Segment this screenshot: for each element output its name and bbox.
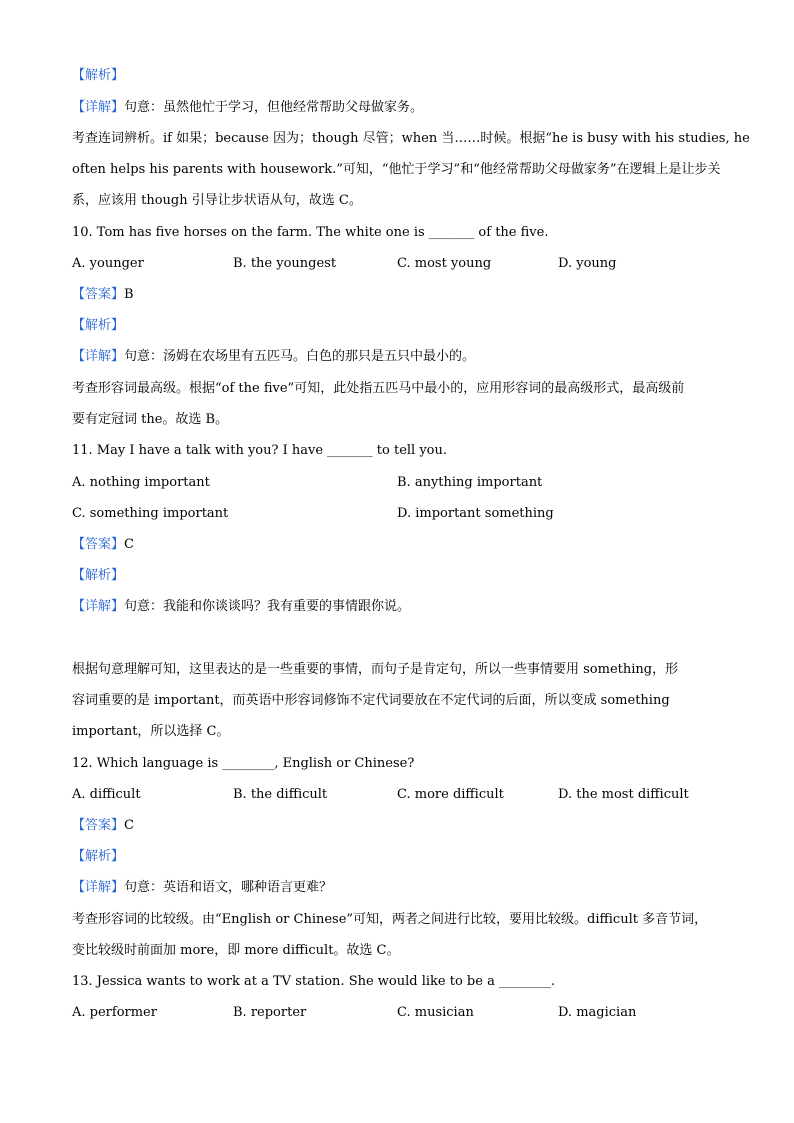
explanation-line: 系，应该用 though 引导让步状语从句，故选 C。 <box>72 193 362 208</box>
option-b: B. the difficult <box>233 787 328 802</box>
detail-heading: 【详解】 <box>72 880 125 895</box>
option-d: D. magician <box>558 1005 637 1020</box>
detail-text: 句意：英语和语文，哪种语言更难？ <box>124 880 333 895</box>
detail-text: 句意：虽然他忙于学习，但他经常帮助父母做家务。 <box>124 100 424 115</box>
explanation-line: 要有定冠词 the。故选 B。 <box>72 412 229 427</box>
option-d: D. young <box>558 256 617 271</box>
detail-line <box>72 349 475 365</box>
question-stem: 13. Jessica wants to work at a TV station. She would like to be a ________. <box>72 974 556 989</box>
explanation-line: 变比较级时前面加 more，即 more difficult。故选 C。 <box>72 943 400 958</box>
option-a: A. difficult <box>72 787 141 802</box>
detail-line <box>72 599 410 615</box>
explanation-line: 容词重要的是 important，而英语中形容词修饰不定代词要放在不定代词的后面，所以变成 something <box>72 693 670 708</box>
answer-value: B <box>124 287 134 302</box>
answer-heading: 【答案】 <box>72 287 125 302</box>
answer-heading: 【答案】 <box>72 818 125 833</box>
option-c: C. something important <box>72 506 229 521</box>
explanation-line: 考查连词辨析。if 如果；because 因为；though 尽管；when 当……时候。根据“he is busy with his studies, he <box>72 131 750 146</box>
explanation-line: important，所以选择 C。 <box>72 724 230 739</box>
analysis-heading: 【解析】 <box>72 849 125 864</box>
analysis-heading: 【解析】 <box>72 568 125 583</box>
answer-line <box>72 818 134 834</box>
question-stem: 11. May I have a talk with you? I have _______ to tell you. <box>72 443 448 458</box>
option-b: B. anything important <box>397 475 543 490</box>
detail-line <box>72 100 423 116</box>
detail-heading: 【详解】 <box>72 100 125 115</box>
option-b: B. reporter <box>233 1005 307 1020</box>
option-a: A. nothing important <box>72 475 210 490</box>
question-stem: 10. Tom has five horses on the farm. The white one is _______ of the five. <box>72 225 549 240</box>
answer-value: C <box>124 818 134 833</box>
option-c: C. more difficult <box>397 787 504 802</box>
analysis-heading: 【解析】 <box>72 318 125 333</box>
explanation-line: 考查形容词最高级。根据“of the five”可知，此处指五匹马中最小的，应用形容词的最高级形式，最高级前 <box>72 381 685 396</box>
question-stem: 12. Which language is ________, English or Chinese? <box>72 756 415 771</box>
option-c: C. musician <box>397 1005 474 1020</box>
explanation-line: 根据句意理解可知，这里表达的是一些重要的事情，而句子是肯定句，所以一些事情要用 something，形 <box>72 662 679 677</box>
detail-text: 句意：我能和你谈谈吗？我有重要的事情跟你说。 <box>124 599 411 614</box>
detail-heading: 【详解】 <box>72 349 125 364</box>
option-d: D. important something <box>397 506 554 521</box>
explanation-line: often helps his parents with housework.”可知，“他忙于学习”和“他经常帮助父母做家务”在逻辑上是让步关 <box>72 162 721 177</box>
option-a: A. younger <box>72 256 144 271</box>
answer-value: C <box>124 537 134 552</box>
option-d: D. the most difficult <box>558 787 689 802</box>
option-a: A. performer <box>72 1005 157 1020</box>
explanation-line: 考查形容词的比较级。由“English or Chinese”可知，两者之间进行比较，要用比较级。difficult 多音节词， <box>72 912 708 927</box>
option-c: C. most young <box>397 256 492 271</box>
analysis-heading: 【解析】 <box>72 68 125 83</box>
detail-line <box>72 880 332 896</box>
answer-heading: 【答案】 <box>72 537 125 552</box>
detail-heading: 【详解】 <box>72 599 125 614</box>
detail-text: 句意：汤姆在农场里有五匹马。白色的那只是五只中最小的。 <box>124 349 476 364</box>
answer-line <box>72 537 134 553</box>
answer-line <box>72 287 134 303</box>
option-b: B. the youngest <box>233 256 337 271</box>
